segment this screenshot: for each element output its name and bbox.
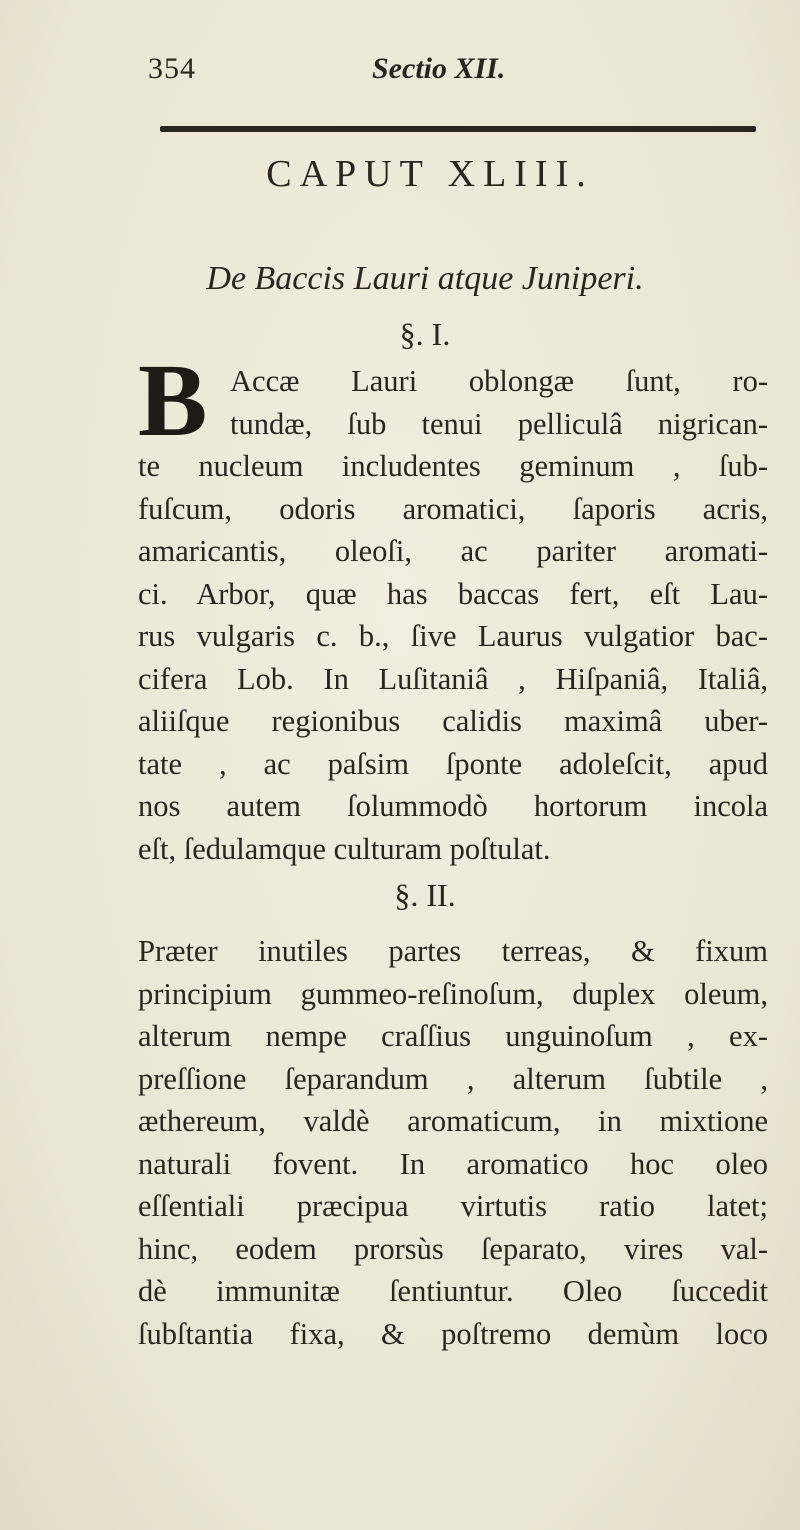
chapter-subtitle: De Baccis Lauri atque Juniperi. — [206, 260, 644, 297]
text-line: Præter inutiles partes terreas, & fixum — [138, 934, 768, 968]
header-rule — [160, 126, 756, 132]
drop-cap: B — [138, 343, 208, 458]
text-line: cifera Lob. In Luſitaniâ , Hiſpaniâ, Italiâ, — [138, 661, 768, 696]
text-line: ci. Arbor, quæ has baccas fert, eſt Lau- — [138, 576, 768, 611]
text-line: dè immunitæ ſentiuntur. Oleo ſuccedit — [138, 1274, 768, 1308]
page-number: 354 — [148, 52, 196, 85]
paragraph-1 — [138, 360, 768, 870]
text-line: tundæ, ſub tenui pelliculâ nigrican- — [230, 406, 768, 441]
text-line: principium gummeo-reſinoſum, duplex oleum, — [138, 976, 768, 1011]
text-line: ſubſtantia fixa, & poſtremo demùm loco — [138, 1316, 768, 1351]
text-line: Accæ Lauri oblongæ ſunt, ro- — [230, 364, 768, 398]
text-line: nos autem ſolummodò hortorum incola — [138, 789, 768, 823]
text-line: preſſione ſeparandum , alterum ſubtile , — [138, 1061, 768, 1096]
text-line: rus vulgaris c. b., ſive Laurus vulgatior bac- — [138, 619, 768, 653]
text-line: amaricantis, oleoſi, ac pariter aromati- — [138, 534, 768, 568]
text-line: eſſentiali præcipua virtutis ratio latet; — [138, 1189, 768, 1223]
paragraph-2 — [138, 930, 768, 1355]
page-header — [148, 52, 648, 92]
text-line: fuſcum, odoris aromatici, ſaporis acris, — [138, 491, 768, 526]
text-line: eſt, ſedulamque culturam poſtulat. — [138, 831, 551, 866]
text-line: naturali fovent. In aromatico hoc oleo — [138, 1146, 768, 1181]
running-head: Sectio XII. — [372, 52, 506, 85]
section-mark-2: §. II. — [394, 877, 456, 913]
text-line: alterum nempe craſſius unguinoſum , ex- — [138, 1019, 768, 1053]
text-line: aliiſque regionibus calidis maximâ uber- — [138, 704, 768, 738]
section-mark-1: §. I. — [399, 316, 451, 352]
text-line: te nucleum includentes geminum , ſub- — [138, 449, 768, 483]
chapter-title: CAPUT XLIII. — [266, 153, 594, 195]
text-line: hinc, eodem prorsùs ſeparato, vires val- — [138, 1231, 768, 1266]
text-line: tate , ac paſsim ſponte adoleſcit, apud — [138, 746, 768, 781]
text-line: æthereum, valdè aromaticum, in mixtione — [138, 1104, 768, 1138]
